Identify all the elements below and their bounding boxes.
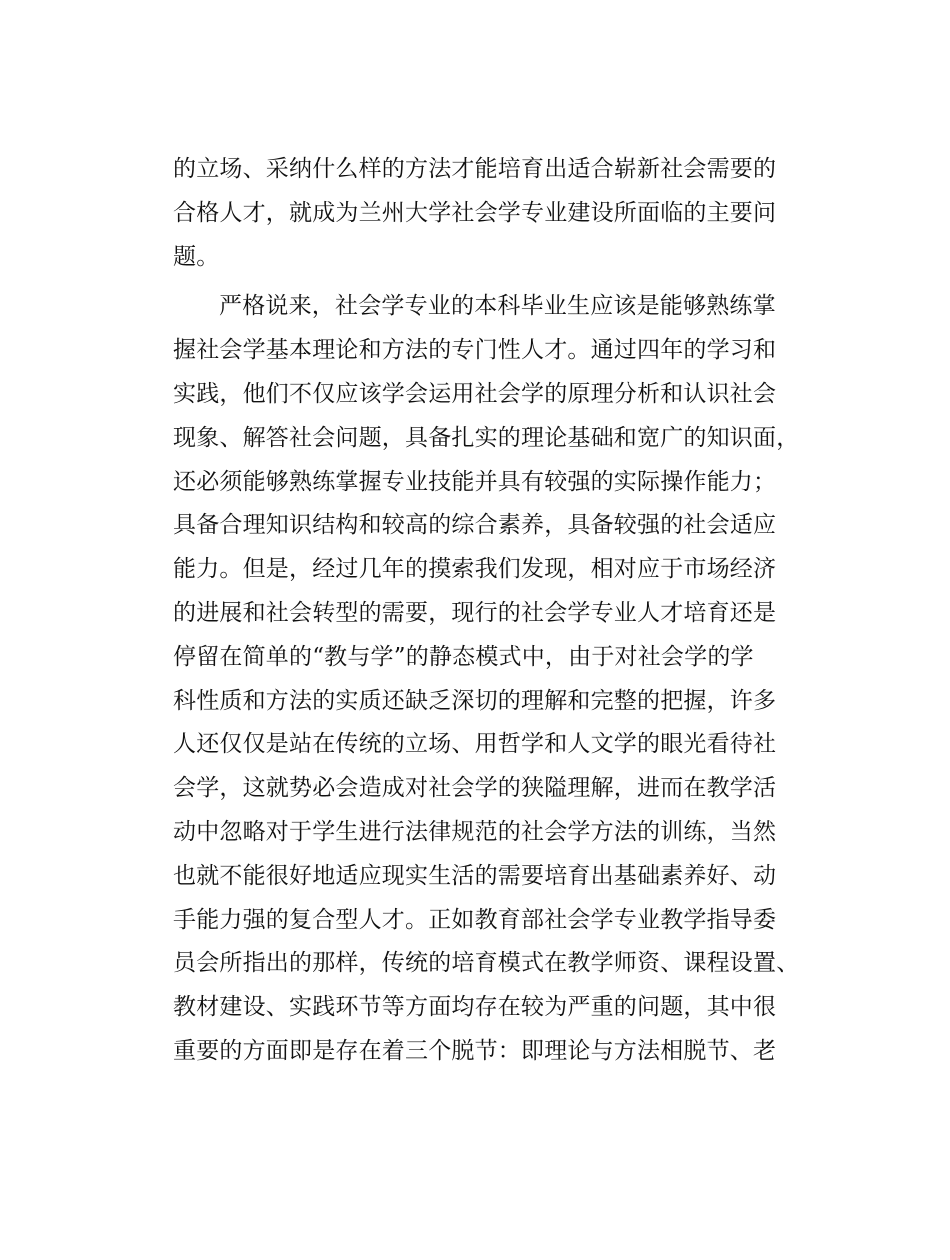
text-line: 严格说来，社会学专业的本科毕业生应该是能够熟练掌 xyxy=(219,293,776,320)
text-line: 教材建设、实践环节等方面均存在较为严重的问题，其中很 xyxy=(173,994,777,1021)
text-line: 也就不能很好地适应现实生活的需要培育出基础素养好、动 xyxy=(173,862,777,889)
text-line: 能力。但是，经过几年的摸索我们发现，相对应于市场经济 xyxy=(173,556,777,583)
text-line: 的立场、采纳什么样的方法才能培育出适合崭新社会需要的 xyxy=(173,156,777,182)
text-line: 现象、解答社会问题，具备扎实的理论基础和宽广的知识面， xyxy=(173,424,800,451)
paragraph-2 xyxy=(173,285,813,1073)
text-line: 实践，他们不仅应该学会运用社会学的原理分析和认识社会 xyxy=(173,380,777,407)
text-line: 手能力强的复合型人才。正如教育部社会学专业教学指导委 xyxy=(173,906,777,933)
text-line: 会学，这就势必会造成对社会学的狭隘理解，进而在教学活 xyxy=(173,775,777,802)
text-line: 还必须能够熟练掌握专业技能并具有较强的实际操作能力； xyxy=(173,468,777,495)
text-line: 动中忽略对于学生进行法律规范的社会学方法的训练，当然 xyxy=(173,818,777,845)
text-line: 停留在简单的“教与学”的静态模式中，由于对社会学的学 xyxy=(173,643,754,670)
text-line: 人还仅仅是站在传统的立场、用哲学和人文学的眼光看待社 xyxy=(173,731,777,758)
text-line: 重要的方面即是存在着三个脱节：即理论与方法相脱节、老 xyxy=(173,1037,777,1064)
text-line: 员会所指出的那样，传统的培育模式在教学师资、课程设置、 xyxy=(173,950,800,977)
text-line: 题。 xyxy=(173,243,220,270)
paragraph-1 xyxy=(173,148,813,279)
text-line: 的进展和社会转型的需要，现行的社会学专业人才培育还是 xyxy=(173,599,777,626)
text-line: 握社会学基本理论和方法的专门性人才。通过四年的学习和 xyxy=(173,337,777,364)
text-line: 具备合理知识结构和较高的综合素养，具备较强的社会适应 xyxy=(173,512,777,539)
text-line: 科性质和方法的实质还缺乏深切的理解和完整的把握，许多 xyxy=(173,687,777,714)
text-line: 合格人才，就成为兰州大学社会学专业建设所面临的主要问 xyxy=(173,199,777,226)
body-text xyxy=(173,148,813,1074)
